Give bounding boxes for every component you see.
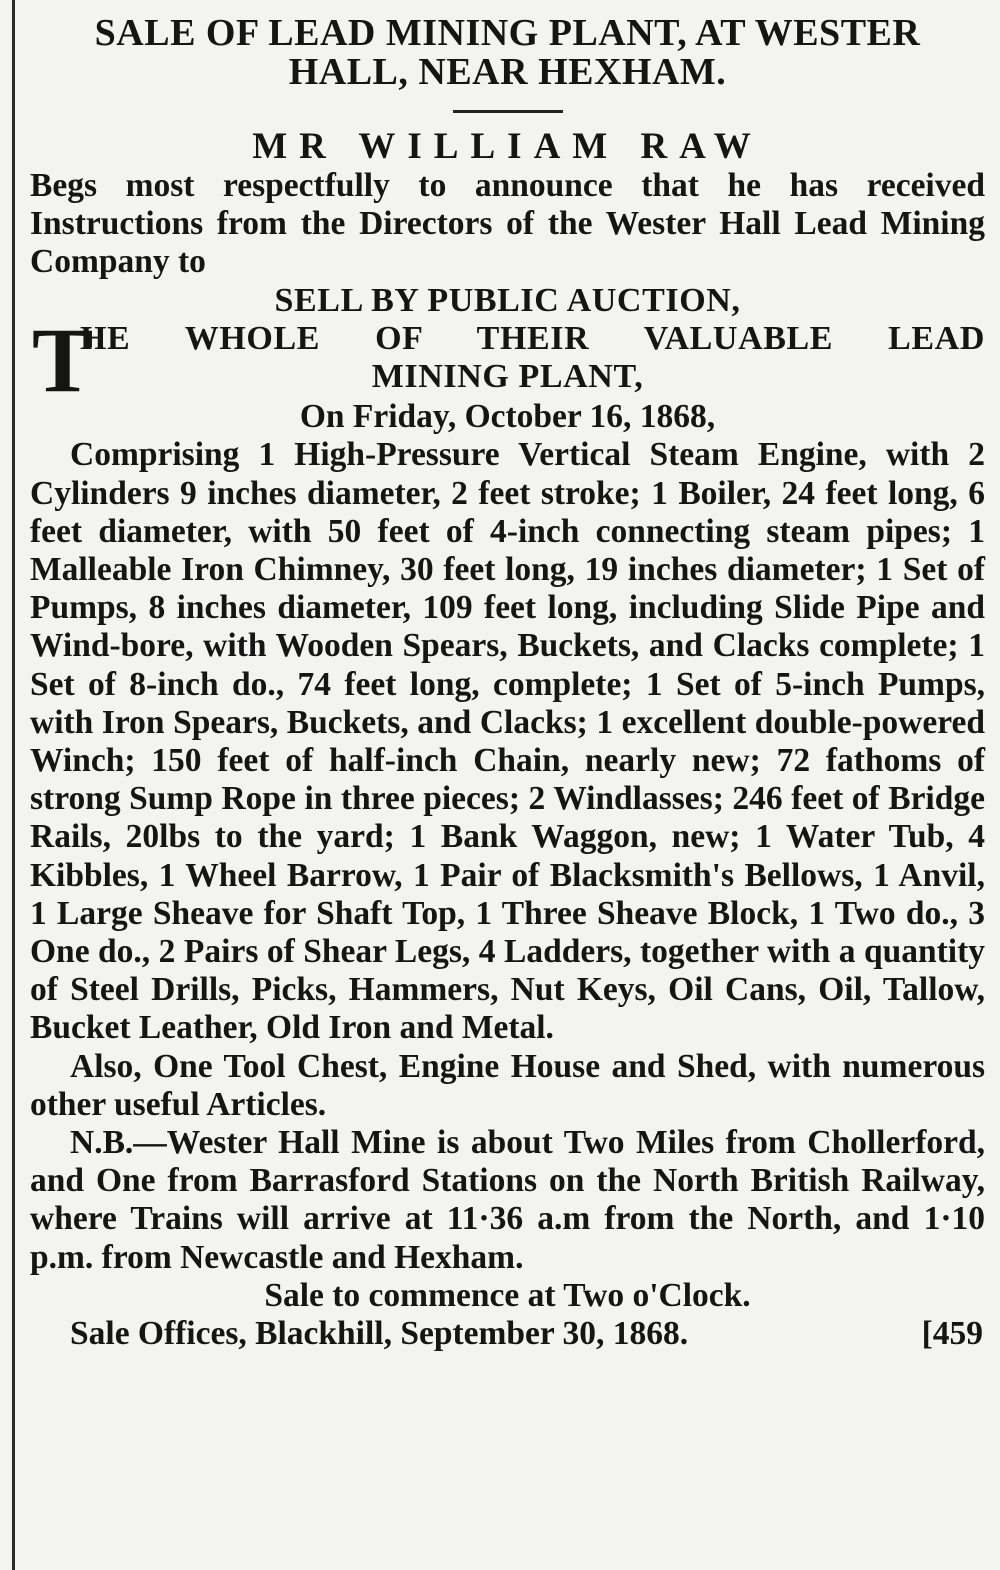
nb-paragraph: N.B.—Wester Hall Mine is about Two Miles from Chollerford, and One from Barrasford Stations on the North British Railway, where Trains will arrive at 11·36 a.m from the North, and 1·10 p.m. from Newcastle and Hexham. — [30, 1123, 985, 1276]
signoff-text: Sale Offices, Blackhill, September 30, 1868. — [70, 1314, 689, 1352]
also-paragraph: Also, One Tool Chest, Engine House and Shed, with numerous other useful Articles. — [30, 1047, 985, 1123]
drop-cap: T — [32, 309, 94, 412]
reference-number: [459 — [921, 1314, 983, 1352]
lot-heading-line-2: MINING PLANT, — [371, 358, 644, 396]
auction-line: SELL BY PUBLIC AUCTION, — [274, 281, 741, 319]
sale-date: On Friday, October 16, 1868, — [299, 398, 716, 436]
commence-time: Sale to commence at Two o'Clock. — [264, 1276, 751, 1314]
intro-paragraph: Begs most respectfully to announce that he has received Instructions from the Directors of the Wester Hall Lead Mining Company to — [30, 167, 985, 281]
column-rule — [12, 0, 15, 1570]
comprising-paragraph: Comprising 1 High-Pressure Vertical Steam Engine, with 2 Cylinders 9 inches diameter, 2 feet stroke; 1 Boiler, 24 feet long, 6 feet diameter, with 50 feet of 4-inch connecting steam pipes; 1 Malleable Iron Chimney, 30 feet long, 19 inches diameter; 1 Set of Pumps, 8 inches diameter, 109 feet long, including Slide Pipe and Wind-bore, with Wooden Spears, Buckets, and Clacks complete; 1 Set of 8-inch do., 74 feet long, complete; 1 Set of 5-inch Pumps, with Iron Spears, Buckets, and Clacks; 1 excellent double-powered Winch; 150 feet of half-inch Chain, nearly new; 72 fathoms of strong Sump Rope in three pieces; 2 Windlasses; 246 feet of Bridge Rails, 20lbs to the yard; 1 Bank Waggon, new; 1 Water Tub, 4 Kibbles, 1 Wheel Barrow, 1 Pair of Blacksmith's Bellows, 1 Anvil, 1 Large Sheave for Shaft Top, 1 Three Sheave Block, 1 Two do., 3 One do., 2 Pairs of Shear Legs, 4 Ladders, together with a quantity of Steel Drills, Picks, Hammers, Nut Keys, Oil Cans, Oil, Tallow, Bucket Leather, Old Iron and Metal. — [30, 436, 985, 1047]
auctioneer-name: MR WILLIAM RAW — [252, 126, 763, 167]
advertisement-column — [30, 14, 985, 1353]
signoff-line — [30, 1315, 985, 1353]
section-divider — [453, 110, 563, 113]
advert-headline: SALE OF LEAD MINING PLANT, AT WESTER HALL, NEAR HEXHAM. — [94, 12, 921, 93]
lot-heading-line-1: HE WHOLE OF THEIR VALUABLE LEAD — [80, 320, 985, 358]
lot-heading — [30, 309, 985, 412]
